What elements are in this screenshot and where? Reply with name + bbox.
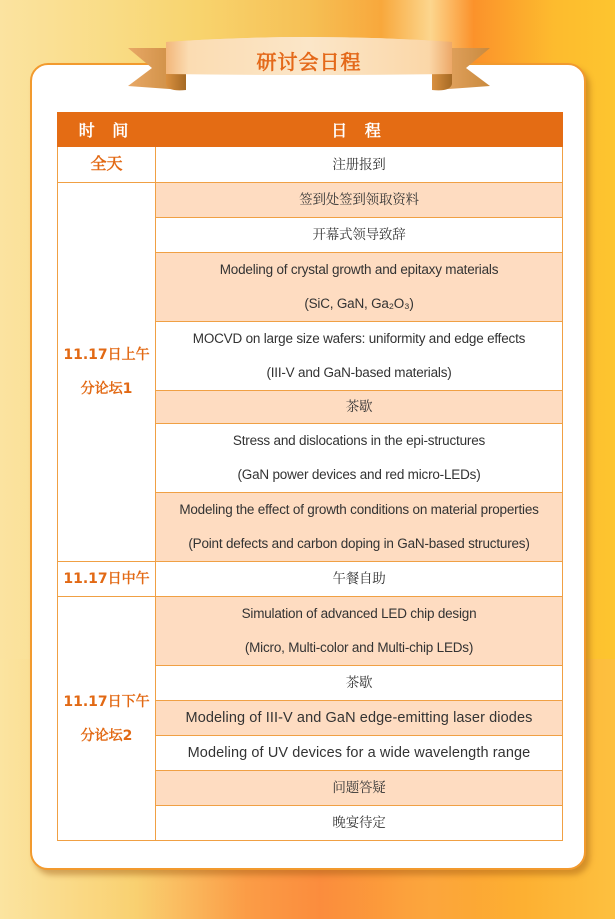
schedule-item: 茶歇 [156,666,563,701]
schedule-item: 午餐自助 [156,562,563,597]
schedule-item: Stress and dislocations in the epi-structures (GaN power devices and red micro-LEDs) [156,424,563,493]
page-title: 研讨会日程 [256,50,362,74]
table-header-row [58,113,563,147]
schedule-item: 晚宴待定 [156,806,563,841]
time-cell-afternoon: 11.17日下午 分论坛2 [58,597,156,841]
time-cell-noon: 11.17日中午 [58,562,156,597]
schedule-item: Simulation of advanced LED chip design (Micro, Multi-color and Multi-chip LEDs) [156,597,563,666]
schedule-item: 茶歇 [156,391,563,424]
schedule-item: Modeling of III-V and GaN edge-emitting laser diodes [156,701,563,736]
table-row [58,597,563,666]
schedule-item: 问题答疑 [156,771,563,806]
time-cell-allday: 全天 [58,147,156,183]
schedule-item: Modeling the effect of growth conditions on material properties (Point defects and carbon doping in GaN-based structures) [156,493,563,562]
table-row [58,562,563,597]
schedule-item: 签到处签到领取资料 [156,183,563,218]
table-row [58,147,563,183]
schedule-item: 开幕式领导致辞 [156,218,563,253]
schedule-item: Modeling of crystal growth and epitaxy materials (SiC, GaN, Ga₂O₃) [156,253,563,322]
time-cell-morning: 11.17日上午 分论坛1 [58,183,156,562]
schedule-table [57,112,563,841]
schedule-item: Modeling of UV devices for a wide wavelength range [156,736,563,771]
schedule-item: 注册报到 [156,147,563,183]
title-ribbon [128,30,490,108]
schedule-item: MOCVD on large size wafers: uniformity and edge effects (III-V and GaN-based materials) [156,322,563,391]
header-time: 时 间 [58,113,156,147]
table-row [58,183,563,218]
header-schedule: 日 程 [156,113,563,147]
